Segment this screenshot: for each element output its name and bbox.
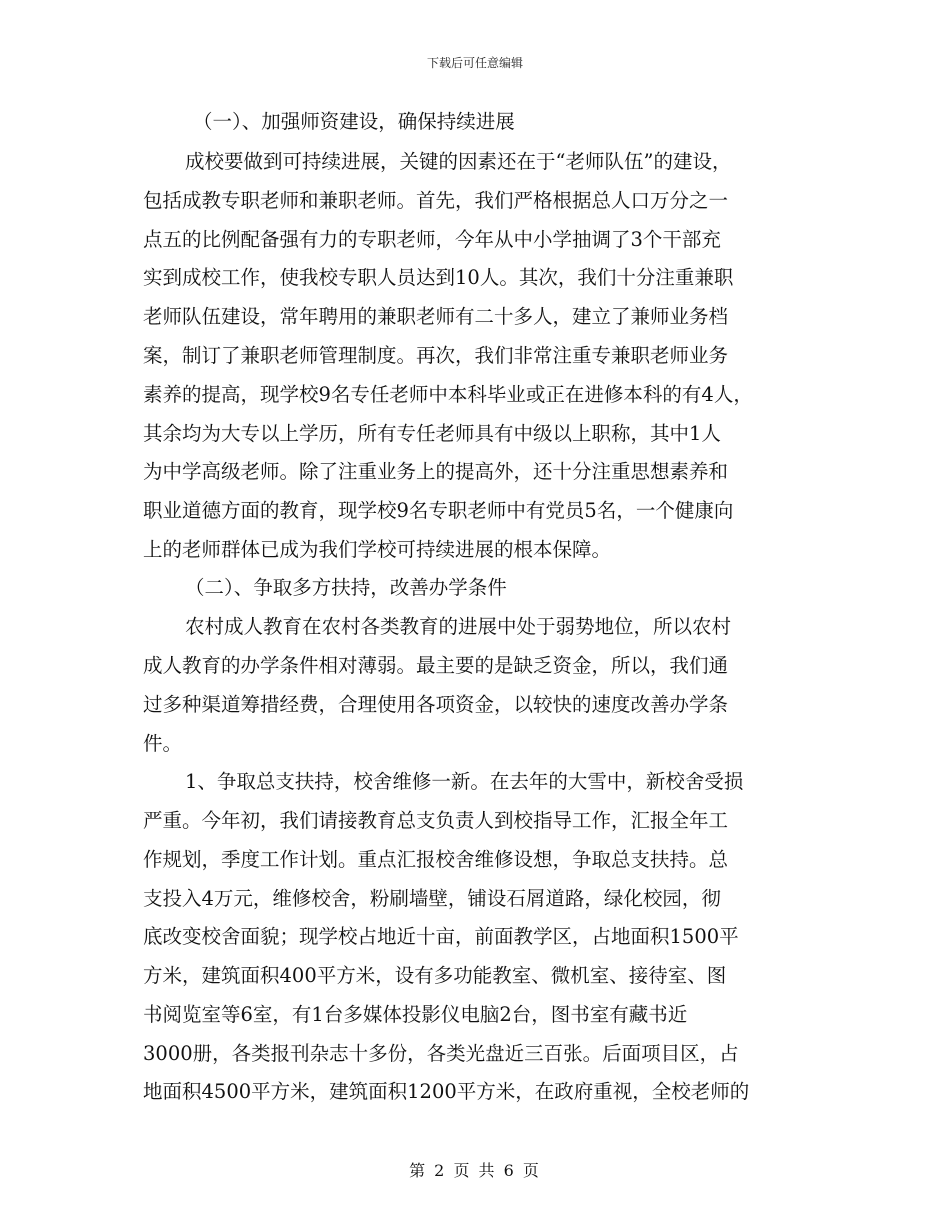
section-heading-2: （二）、争取多方扶持，改善办学条件 <box>185 576 507 599</box>
paragraph-line: 老师队伍建设，常年聘用的兼职老师有二十多人，建立了兼师业务档 <box>143 305 729 328</box>
paragraph-line: 作规划，季度工作计划。重点汇报校舍维修设想，争取总支扶持。总 <box>143 848 729 871</box>
page-number-footer: 第 2 页 共 6 页 <box>409 1161 541 1180</box>
paragraph-line: 底改变校舍面貌；现学校占地近十亩，前面教学区，占地面积1500平 <box>143 925 739 948</box>
paragraph-line: 1、争取总支扶持，校舍维修一新。在去年的大雪中，新校舍受损 <box>185 770 744 793</box>
paragraph-line: 农村成人教育在农村各类教育的进展中处于弱势地位，所以农村 <box>185 615 732 638</box>
paragraph-line: 点五的比例配备强有力的专职老师，今年从中小学抽调了3个干部充 <box>143 228 721 251</box>
paragraph-line: 件。 <box>143 732 183 755</box>
section-heading-1: （一）、加强师资建设，确保持续进展 <box>193 110 515 133</box>
paragraph-line: 支投入4万元，维修校舍，粉刷墙壁，铺设石屑道路，绿化校园，彻 <box>143 887 721 910</box>
paragraph-line: 成人教育的办学条件相对薄弱。最主要的是缺乏资金，所以，我们通 <box>143 654 729 677</box>
paragraph-line: 地面积4500平方米，建筑面积1200平方米，在政府重视，全校老师的 <box>143 1080 750 1103</box>
paragraph-line: 包括成教专职老师和兼职老师。首先，我们严格根据总人口万分之一 <box>143 189 729 212</box>
paragraph-line: 案，制订了兼职老师管理制度。再次，我们非常注重专兼职老师业务 <box>143 344 729 367</box>
paragraph-line: 上的老师群体已成为我们学校可持续进展的根本保障。 <box>143 538 612 561</box>
paragraph-line: 素养的提高，现学校9名专任老师中本科毕业或正在进修本科的有4人， <box>143 383 753 406</box>
paragraph-line: 为中学高级老师。除了注重业务上的提高外，还十分注重思想素养和 <box>143 460 729 483</box>
paragraph-line: 职业道德方面的教育，现学校9名专职老师中有党员5名，一个健康向 <box>143 499 734 522</box>
page-header-note: 下载后可任意编辑 <box>426 56 523 70</box>
paragraph-line: 方米，建筑面积400平方米，设有多功能教室、微机室、接待室、图 <box>143 964 727 987</box>
paragraph-line: 过多种渠道筹措经费，合理使用各项资金，以较快的速度改善办学条 <box>143 693 729 716</box>
paragraph-line: 严重。今年初，我们请接教育总支负责人到校指导工作，汇报全年工 <box>143 809 729 832</box>
paragraph-line: 3000册，各类报刊杂志十多份，各类光盘近三百张。后面项目区，占 <box>143 1042 739 1065</box>
paragraph-line: 其余均为大专以上学历，所有专任老师具有中级以上职称，其中1人 <box>143 422 721 445</box>
paragraph-line: 书阅览室等6室，有1台多媒体投影仪电脑2台，图书室有藏书近 <box>143 1003 688 1026</box>
paragraph-line: 成校要做到可持续进展，关键的因素还在于“老师队伍”的建设， <box>185 150 732 173</box>
paragraph-line: 实到成校工作，使我校专职人员达到10人。其次，我们十分注重兼职 <box>143 266 734 289</box>
